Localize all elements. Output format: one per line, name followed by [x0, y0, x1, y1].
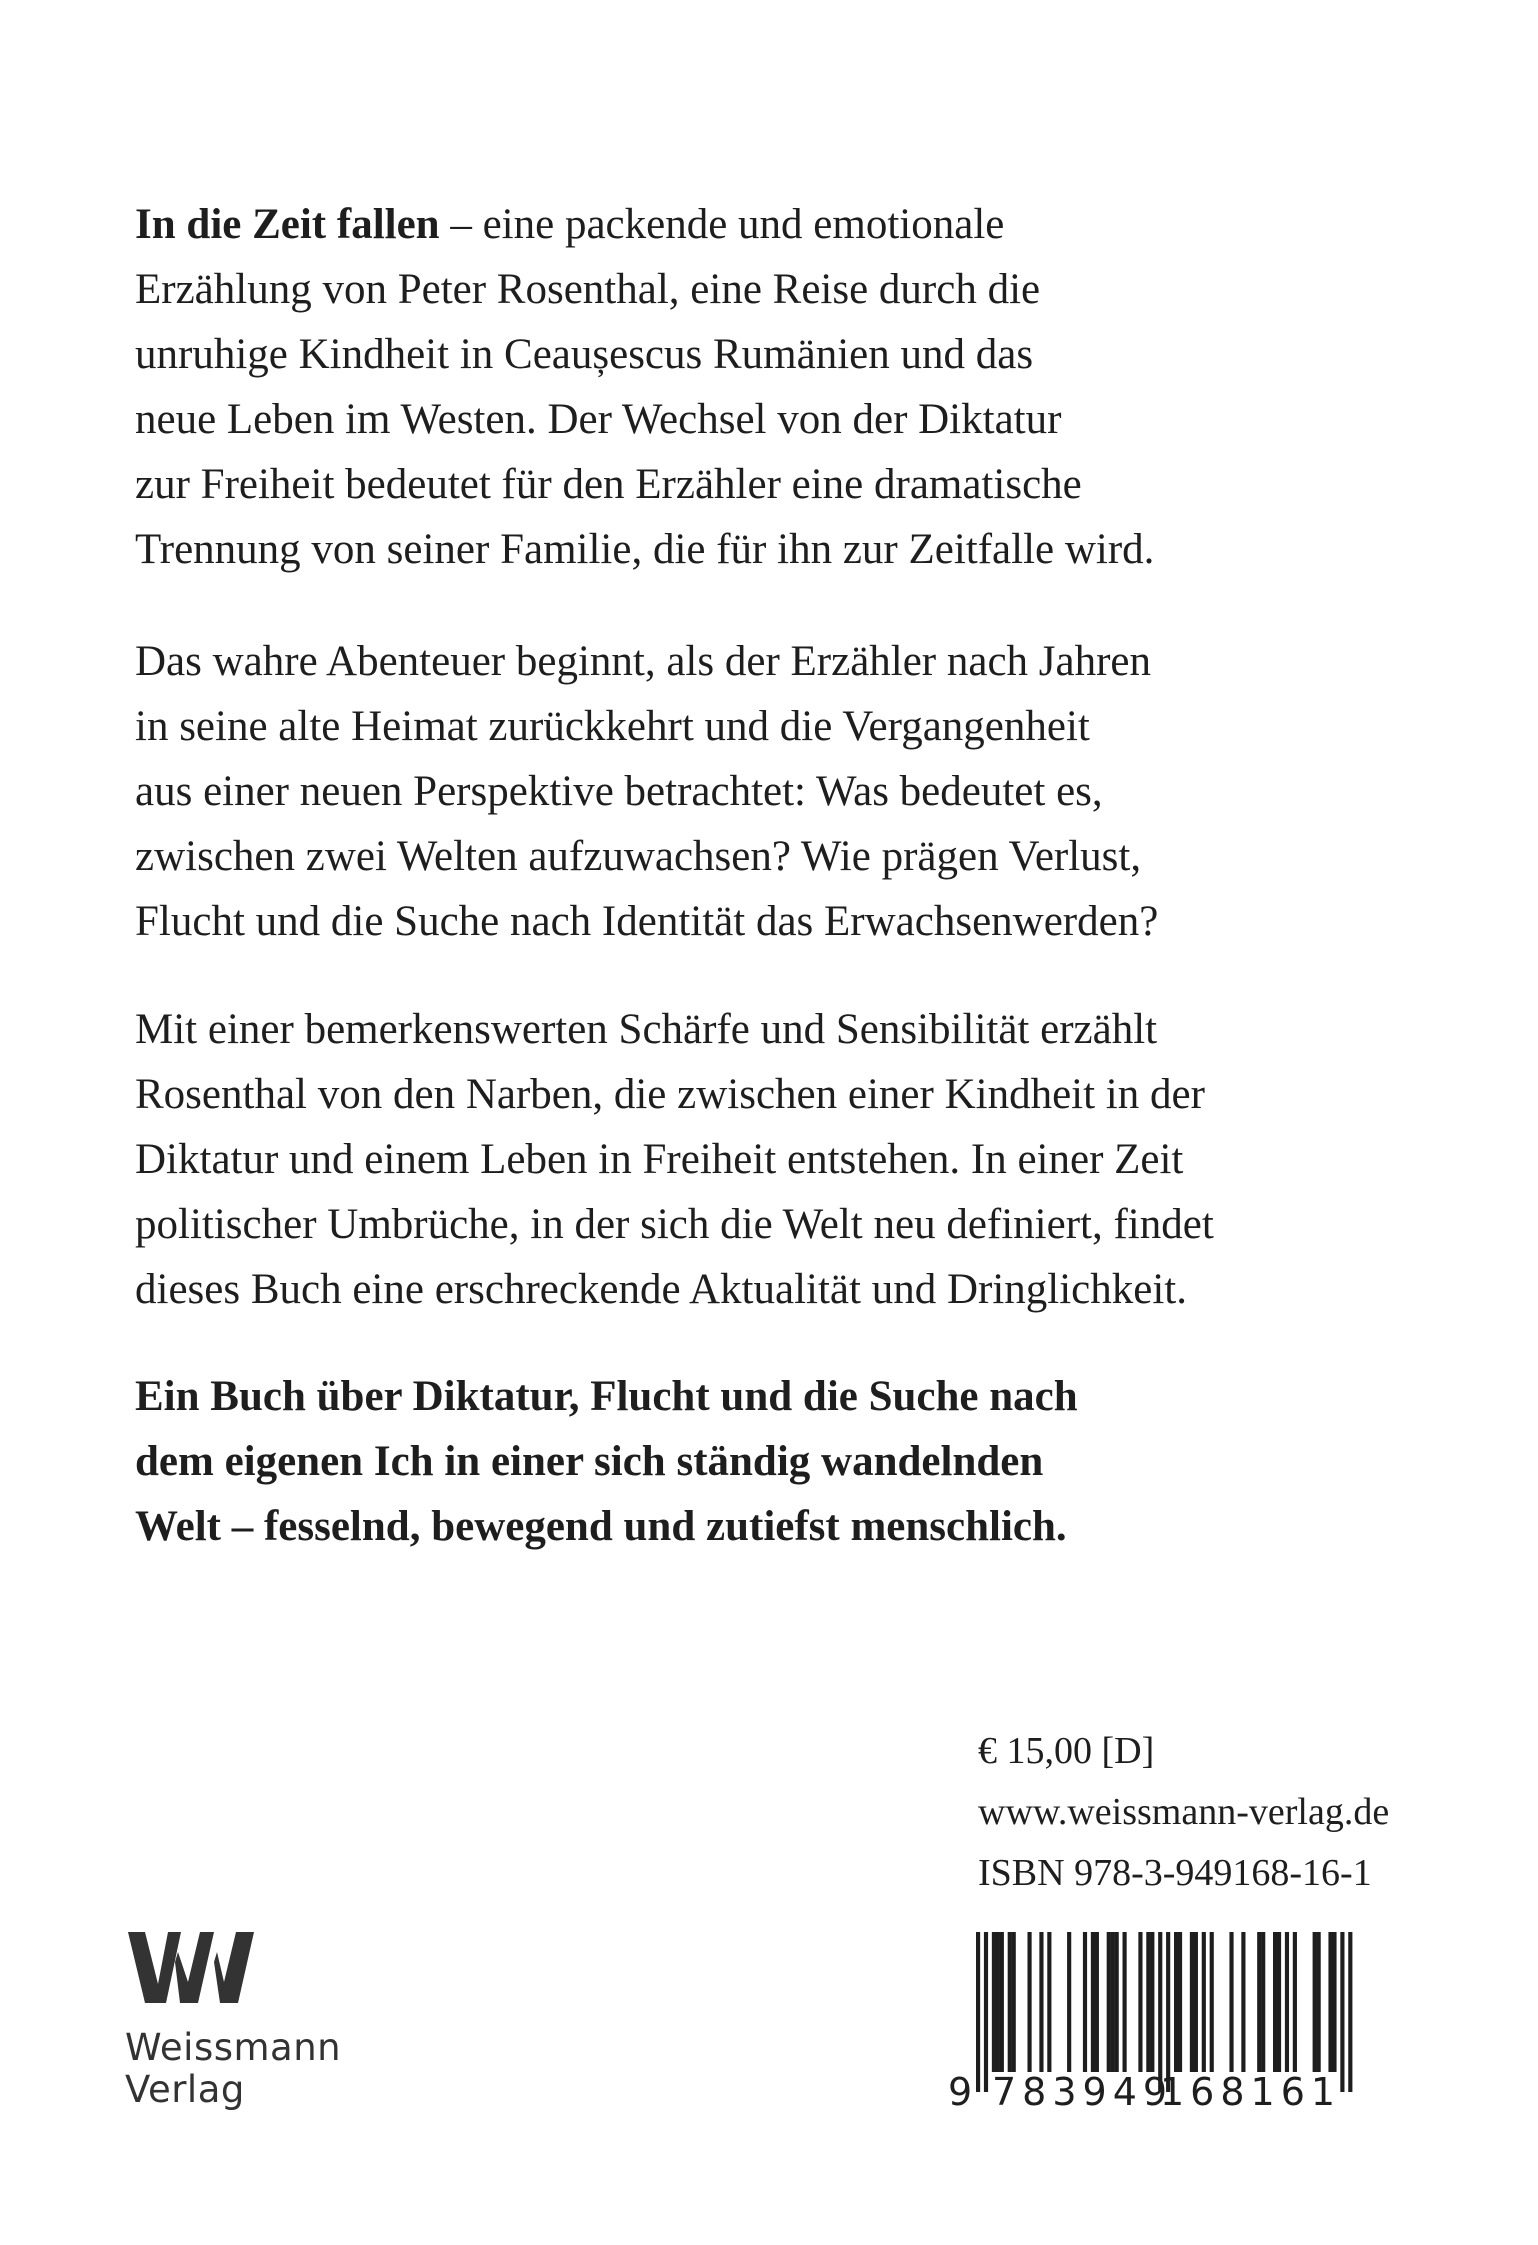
barcode-bars	[976, 1932, 1352, 2092]
blurb-tagline: Ein Buch über Diktatur, Flucht und die Suche nach dem eigenen Ich in einer sich ständig wandelnden Welt – fesselnd, bewegend und zutiefst menschlich.	[135, 1373, 1078, 1550]
vw-monogram-icon	[128, 1932, 254, 2003]
barcode-right-digits: 168161	[1160, 2070, 1342, 2114]
publisher-website: www.weissmann-verlag.de	[978, 1791, 1390, 1833]
barcode-left-digits: 783949	[992, 2070, 1174, 2114]
blurb-paragraph-1: In die Zeit fallen – eine packende und emotionale Erzählung von Peter Rosenthal, eine Reise durch die unruhige Kindheit in Ceaușescus Rumänien und das neue Leben im Westen. Der Wechsel von der Diktatur zur Freiheit bedeutet für den Erzähler eine dramatische Trennung von seiner Familie, die für ihn zur Zeitfalle wird.	[135, 201, 1155, 573]
publisher-logo	[125, 1932, 342, 2111]
product-info	[978, 1721, 1389, 1904]
blurb-paragraph-2: Das wahre Abenteuer beginnt, als der Erzähler nach Jahren in seine alte Heimat zurückkehrt und die Vergangenheit aus einer neuen Perspektive betrachtet: Was bedeutet es, zwischen zwei Welten aufzuwachsen? Wie prägen Verlust, Flucht und die Suche nach Identität das Erwachsenwerden?	[135, 638, 1159, 945]
publisher-name: Weissmann Verlag	[125, 2026, 342, 2111]
price: € 15,00 [D]	[978, 1730, 1155, 1772]
book-title-lead: In die Zeit fallen	[135, 201, 440, 248]
ean13-barcode	[940, 1930, 1360, 2120]
isbn: ISBN 978-3-949168-16-1	[978, 1852, 1372, 1894]
barcode-first-digit: 9	[948, 2070, 979, 2114]
blurb-paragraph-3: Mit einer bemerkenswerten Schärfe und Sensibilität erzählt Rosenthal von den Narben, die zwischen einer Kindheit in der Diktatur und einem Leben in Freiheit entstehen. In einer Zeit politischer Umbrüche, in der sich die Welt neu definiert, findet dieses Buch eine erschreckende Aktualität und Dringlichkeit.	[135, 1006, 1214, 1313]
